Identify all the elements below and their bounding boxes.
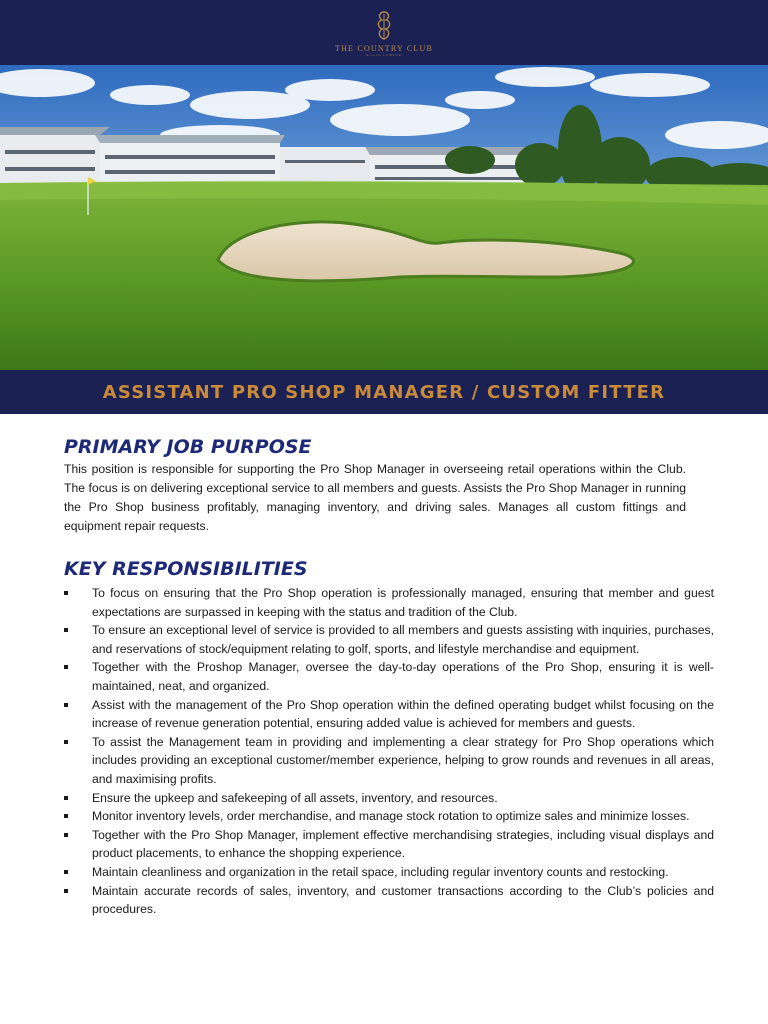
square-bullet-icon — [64, 833, 68, 837]
job-title: ASSISTANT PRO SHOP MANAGER / CUSTOM FITTER — [102, 381, 666, 403]
square-bullet-icon — [64, 703, 68, 707]
list-item — [64, 584, 714, 621]
list-item-text: To focus on ensuring that the Pro Shop operation is professionally managed, ensuring that member and guest expectations are surpassed in keeping with the status and tradition of the Club. — [92, 586, 714, 619]
responsibilities-heading: KEY RESPONSIBILITIES — [64, 558, 308, 580]
responsibilities-list — [64, 584, 714, 919]
list-item-text: Maintain accurate records of sales, inventory, and customer transactions according to the Club’s policies and procedures. — [92, 883, 714, 917]
list-item-text: Ensure the upkeep and safekeeping of all assets, inventory, and resources. — [92, 790, 498, 805]
document-body — [64, 434, 714, 919]
list-item — [64, 863, 714, 882]
square-bullet-icon — [64, 628, 68, 632]
square-bullet-icon — [64, 665, 68, 669]
square-bullet-icon — [64, 740, 68, 744]
purpose-paragraph: This position is responsible for supporting the Pro Shop Manager in overseeing retail operations within the Club. The focus is on delivering exceptional service to all members and guests. Assists the Pro Shop Manager in running the Pro Shop business profitably, managing inventory, and driving sales. Manages all custom fittings and equipment repair requests. — [64, 462, 686, 533]
club-monogram-icon — [374, 10, 394, 42]
list-item-text: Maintain cleanliness and organization in the retail space, including regular inventory counts and restocking. — [92, 864, 669, 879]
list-item — [64, 789, 714, 808]
square-bullet-icon — [64, 796, 68, 800]
header-bar — [0, 0, 768, 65]
hero-image — [0, 65, 768, 370]
list-item-text: To ensure an exceptional level of service is provided to all members and guests assisting with inquiries, purchases, and reservations of stock/equipment relating to golf, sports, and lifestyle merchandise and equipment. — [92, 623, 714, 656]
brand-name: THE COUNTRY CLUB — [334, 44, 434, 53]
list-item — [64, 621, 714, 658]
list-item-text: Together with the Proshop Manager, oversee the day-to-day operations of the Pro Shop, ensuring it is well-maintained, neat, and organized. — [92, 660, 714, 693]
list-item-text: Assist with the management of the Pro Shop operation within the defined operating budget whilst focusing on the increase of revenue generation potential, ensuring added value is achieved for members and guests. — [92, 697, 714, 731]
square-bullet-icon — [64, 889, 68, 893]
list-item-text: To assist the Management team in providing and implementing a clear strategy for Pro Shop operations which includes providing an exceptional customer/member experience, helping to grow rounds and revenues in all areas, and maximising profits. — [92, 734, 714, 786]
job-title-bar — [0, 370, 768, 414]
list-item — [64, 696, 714, 733]
brand-subtitle: KUALA LUMPUR — [366, 53, 402, 57]
list-item — [64, 807, 714, 826]
square-bullet-icon — [64, 814, 68, 818]
square-bullet-icon — [64, 591, 68, 595]
list-item — [64, 826, 714, 863]
list-item — [64, 882, 714, 919]
square-bullet-icon — [64, 870, 68, 874]
purpose-heading: PRIMARY JOB PURPOSE — [64, 436, 312, 458]
list-item — [64, 733, 714, 789]
list-item-text: Together with the Pro Shop Manager, implement effective merchandising strategies, including visual displays and product placements, to enhance the shopping experience. — [92, 827, 714, 861]
list-item-text: Monitor inventory levels, order merchandise, and manage stock rotation to optimize sales and minimize losses. — [92, 809, 690, 824]
list-item — [64, 658, 714, 695]
